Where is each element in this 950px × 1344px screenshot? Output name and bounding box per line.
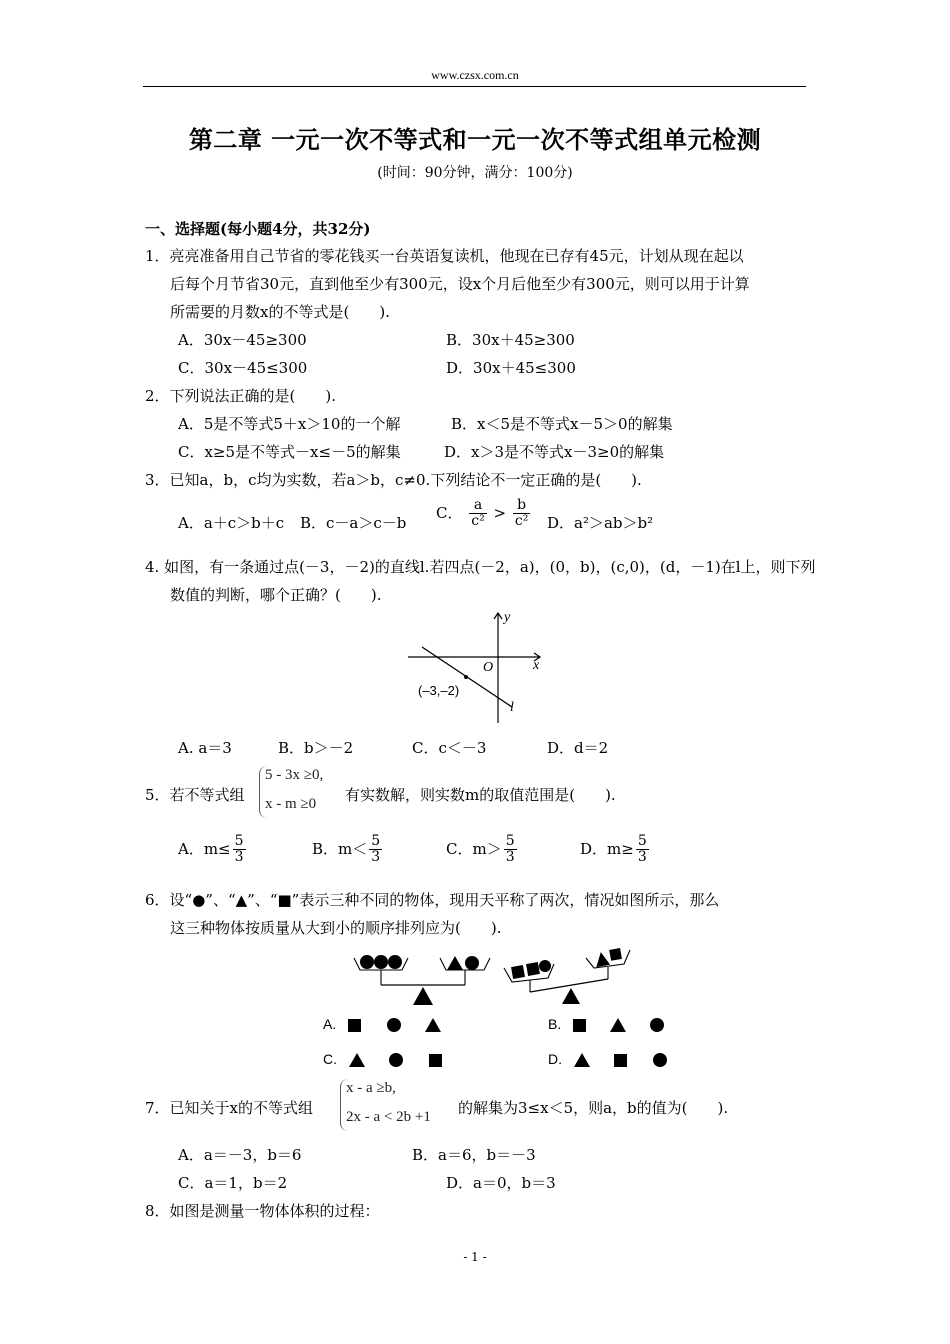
square-icon (511, 965, 525, 979)
q5-option-d (580, 834, 651, 866)
square-icon (573, 1019, 586, 1032)
fulcrum-triangle (562, 988, 580, 1004)
q5-frac-den-a: 3 (234, 849, 244, 866)
q4-option-d: D．d＝2 (547, 739, 609, 757)
circle-icon (374, 955, 388, 969)
q1-option-d: D．30x＋45≤300 (446, 359, 576, 377)
q5-system-line1: 5 - 3x ≥0, (265, 767, 324, 783)
q3-frac-den-b: c² (514, 513, 529, 530)
q3-fraction-a (469, 498, 486, 530)
q6-option-c-label: C. (323, 1051, 337, 1067)
q3-stem: 3．已知a，b，c均为实数，若a＞b，c≠0.下列结论不一定正确的是( ). (145, 471, 642, 489)
q1-option-b: B．30x＋45≥300 (446, 331, 575, 349)
q6-option-d-label: D. (548, 1051, 562, 1067)
q2-stem: 2．下列说法正确的是( ). (145, 387, 337, 405)
q6-line2: 这三种物体按质量从大到小的顺序排列应为( ). (170, 919, 502, 937)
q3-option-c (436, 498, 532, 530)
q5-frac-num-a: 5 (234, 833, 244, 849)
q4-option-c: C．c＜－3 (412, 739, 487, 757)
header-rule (143, 86, 806, 87)
q5-fraction-a (233, 834, 246, 866)
q7-system-line2: 2x - a < 2b +1 (346, 1109, 431, 1125)
circle-icon (650, 1018, 664, 1032)
q6-option-c (323, 1051, 442, 1067)
q6-option-a (323, 1016, 441, 1032)
q5-option-b-label: B．m＜ (312, 839, 368, 858)
q7-pre: 7．已知关于x的不等式组 (145, 1099, 314, 1117)
q5-option-a (178, 834, 248, 866)
q3-frac-num-a: a (469, 498, 486, 514)
q5-option-d-label: D．m≥ (580, 839, 634, 858)
q4-option-a: A. a＝3 (178, 739, 232, 757)
y-label: y (504, 610, 511, 625)
q4-line1: 4. 如图，有一条通过点(－3，－2)的直线l.若四点(－2，a)，(0，b)，(c,0)，(d，－1)在l上，则下列 (145, 558, 816, 576)
triangle-icon (349, 1053, 365, 1067)
q7-system-line1: x - a ≥b, (346, 1080, 396, 1096)
q3-op: > (493, 503, 507, 522)
square-icon (609, 948, 622, 961)
q3-frac-den-a: c² (471, 513, 485, 530)
q3-option-b: B．c－a＞c－b (300, 514, 407, 532)
q5-frac-den-b: 3 (371, 849, 381, 866)
balance-scale-2 (500, 940, 660, 1010)
q5-option-c (446, 834, 519, 866)
square-icon (614, 1054, 627, 1067)
q2-option-b: B．x＜5是不等式x－5＞0的解集 (451, 415, 673, 433)
page-title: 第二章 一元一次不等式和一元一次不等式组单元检测 (188, 126, 762, 154)
q5-fraction-c (504, 834, 517, 866)
q6-option-a-label: A. (323, 1016, 337, 1032)
triangle-icon (447, 956, 463, 970)
circle-icon (388, 955, 402, 969)
q5-frac-num-b: 5 (371, 833, 381, 849)
circle-icon (360, 955, 374, 969)
q3-option-c-label: C． (436, 503, 463, 522)
q3-option-a: A．a＋c＞b＋c (178, 514, 285, 532)
circle-icon (653, 1053, 667, 1067)
point-label: (–3,–2) (418, 683, 460, 698)
q4-line2: 数值的判断，哪个正确？( ). (170, 586, 382, 604)
q1-option-a: A．30x－45≥300 (178, 331, 307, 349)
square-icon (526, 962, 540, 976)
triangle-icon (425, 1018, 441, 1032)
q5-frac-den-d: 3 (637, 849, 647, 866)
q7-post: 的解集为3≤x＜5，则a，b的值为( ). (458, 1099, 729, 1117)
q5-frac-num-c: 5 (505, 833, 515, 849)
q5-fraction-b (369, 834, 382, 866)
q5-post: 有实数解，则实数m的取值范围是( ). (345, 786, 616, 804)
q6-option-d (548, 1051, 667, 1067)
q5-frac-den-c: 3 (505, 849, 515, 866)
q6-line1: 6．设“●”、“▲”、“■”表示三种不同的物体，现用天平称了两次，情况如图所示，那么 (145, 891, 720, 909)
circle-icon (387, 1018, 401, 1032)
q5-system-line2: x - m ≥0 (265, 796, 317, 812)
q2-option-c: C．x≥5是不等式－x≤－5的解集 (178, 443, 401, 461)
q7-option-c: C．a＝1，b＝2 (178, 1174, 288, 1192)
triangle-icon (574, 1053, 590, 1067)
q5-option-b (312, 834, 384, 866)
square-icon (348, 1019, 361, 1032)
q8-stem: 8．如图是测量一物体体积的过程： (145, 1202, 380, 1220)
x-label: x (533, 658, 540, 673)
q6-option-b-label: B. (548, 1016, 562, 1032)
q1-line3: 所需要的月数x的不等式是( ). (170, 303, 390, 321)
q7-option-a: A．a＝－3，b＝6 (178, 1146, 302, 1164)
origin-label: O (483, 660, 494, 675)
q5-pre: 5．若不等式组 (145, 786, 245, 804)
line-label: l (510, 700, 514, 715)
beam (530, 979, 608, 992)
fulcrum-triangle (413, 987, 433, 1005)
q4-coordinate-figure (400, 605, 560, 730)
right-pan (440, 958, 490, 970)
point-marker (464, 675, 468, 679)
q7-option-b: B．a＝6，b＝－3 (412, 1146, 536, 1164)
triangle-icon (594, 951, 610, 967)
page-subtitle: (时间：90分钟，满分：100分) (377, 165, 573, 181)
balance-scale-1 (350, 944, 500, 1008)
q6-option-b (548, 1016, 664, 1032)
site-url: www.czsx.com.cn (431, 68, 519, 82)
triangle-icon (610, 1018, 626, 1032)
q1-line1: 1．亮亮准备用自己节省的零花钱买一台英语复读机，他现在已存有45元，计划从现在起以 (145, 247, 744, 265)
q2-option-a: A．5是不等式5＋x＞10的一个解 (178, 415, 401, 433)
q5-option-c-label: C．m＞ (446, 839, 502, 858)
right-pan (586, 950, 630, 968)
circle-icon (389, 1053, 403, 1067)
q3-option-d: D．a²＞ab＞b² (547, 514, 654, 532)
q2-option-d: D．x＞3是不等式x－3≥0的解集 (444, 443, 665, 461)
circle-icon (465, 956, 479, 970)
q7-option-d: D．a＝0，b＝3 (446, 1174, 556, 1192)
page-number: - 1 - (463, 1250, 487, 1264)
square-icon (429, 1054, 442, 1067)
section-heading: 一、选择题(每小题4分，共32分) (145, 220, 371, 238)
q3-frac-num-b: b (513, 498, 530, 514)
q5-option-a-label: A．m≤ (178, 839, 231, 858)
q3-fraction-b (513, 498, 530, 530)
q5-frac-num-d: 5 (637, 833, 647, 849)
circle-icon (539, 960, 551, 972)
q1-line2: 后每个月节省30元，直到他至少有300元，设x个月后他至少有300元，则可以用于计算 (170, 275, 750, 293)
q1-option-c: C．30x－45≤300 (178, 359, 308, 377)
q5-fraction-d (636, 834, 649, 866)
q4-option-b: B．b＞－2 (278, 739, 354, 757)
